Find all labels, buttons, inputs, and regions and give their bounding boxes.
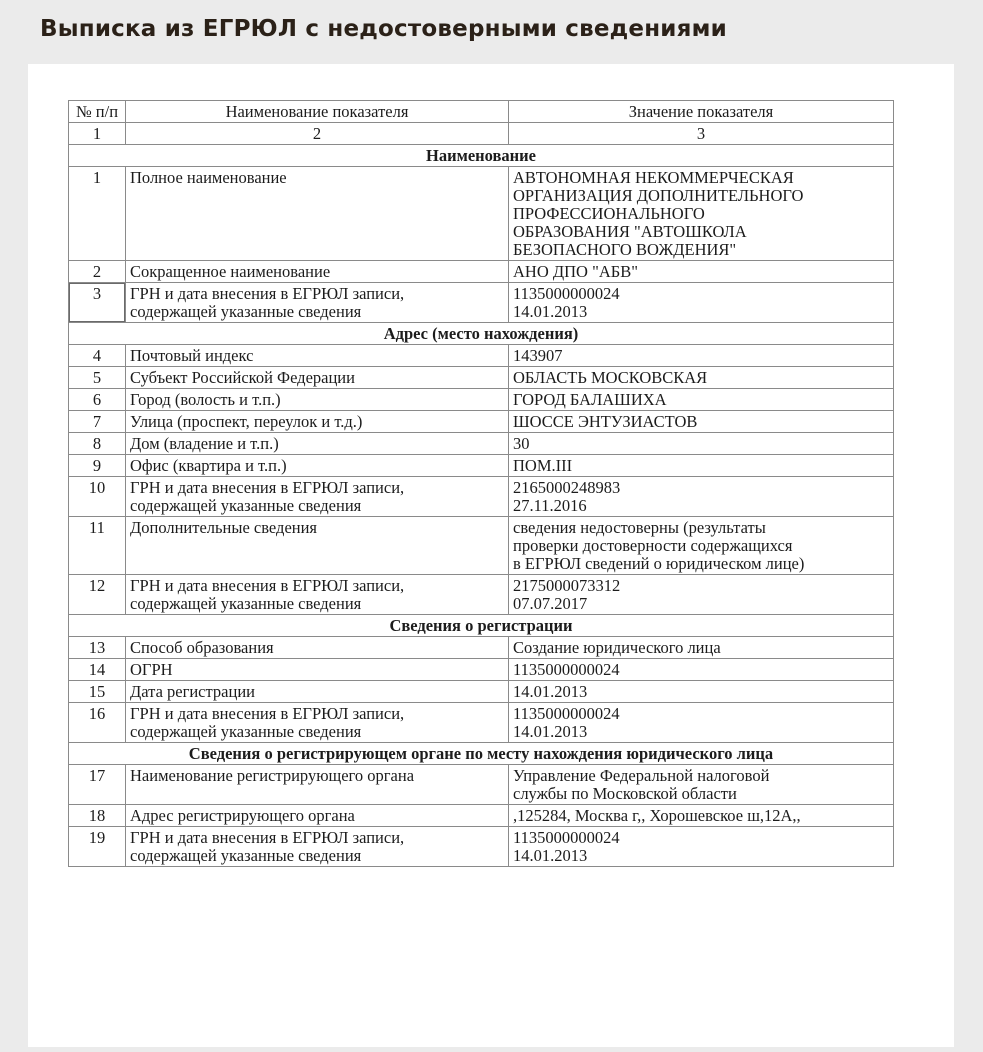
table-row [69, 659, 894, 681]
row-number: 19 [69, 827, 126, 867]
row-number: 15 [69, 681, 126, 703]
column-index-2: 2 [126, 123, 509, 145]
table-row [69, 517, 894, 575]
indicator-value: 14.01.2013 [509, 681, 894, 703]
indicator-value: 1135000000024 14.01.2013 [509, 703, 894, 743]
table-row [69, 455, 894, 477]
indicator-value: ОБЛАСТЬ МОСКОВСКАЯ [509, 367, 894, 389]
header-cell-indicator: Наименование показателя [126, 101, 509, 123]
column-index-1: 1 [69, 123, 126, 145]
column-index-3: 3 [509, 123, 894, 145]
indicator-value: 143907 [509, 345, 894, 367]
indicator-name: Адрес регистрирующего органа [126, 805, 509, 827]
indicator-name: Субъект Российской Федерации [126, 367, 509, 389]
egrul-table [68, 100, 894, 867]
row-number: 2 [69, 261, 126, 283]
table-row [69, 345, 894, 367]
indicator-name: Почтовый индекс [126, 345, 509, 367]
table-row [69, 827, 894, 867]
indicator-name: Полное наименование [126, 167, 509, 261]
table-row [69, 261, 894, 283]
indicator-value: 1135000000024 14.01.2013 [509, 827, 894, 867]
document-sheet [28, 64, 954, 1047]
row-number: 1 [69, 167, 126, 261]
indicator-value: 1135000000024 14.01.2013 [509, 283, 894, 323]
row-number: 16 [69, 703, 126, 743]
indicator-value: АВТОНОМНАЯ НЕКОММЕРЧЕСКАЯ ОРГАНИЗАЦИЯ ДОПОЛНИТЕЛЬНОГО ПРОФЕССИОНАЛЬНОГО ОБРАЗОВАНИЯ "АВТОШКОЛА БЕЗОПАСНОГО ВОЖДЕНИЯ" [509, 167, 894, 261]
indicator-value: Управление Федеральной налоговой службы по Московской области [509, 765, 894, 805]
column-index-row [69, 123, 894, 145]
row-number: 18 [69, 805, 126, 827]
table-row [69, 433, 894, 455]
table-row [69, 411, 894, 433]
indicator-name: Улица (проспект, переулок и т.д.) [126, 411, 509, 433]
table-row [69, 167, 894, 261]
section-row [69, 323, 894, 345]
indicator-name: Город (волость и т.п.) [126, 389, 509, 411]
indicator-name: ГРН и дата внесения в ЕГРЮЛ записи, содержащей указанные сведения [126, 283, 509, 323]
row-number: 7 [69, 411, 126, 433]
indicator-name: Дом (владение и т.п.) [126, 433, 509, 455]
indicator-name: Сокращенное наименование [126, 261, 509, 283]
section-title: Сведения о регистрации [69, 615, 894, 637]
section-title: Сведения о регистрирующем органе по месту нахождения юридического лица [69, 743, 894, 765]
row-number: 6 [69, 389, 126, 411]
table-row [69, 477, 894, 517]
page-title: Выписка из ЕГРЮЛ с недостоверными сведениями [40, 16, 727, 42]
indicator-name: ГРН и дата внесения в ЕГРЮЛ записи, содержащей указанные сведения [126, 827, 509, 867]
indicator-name: Офис (квартира и т.п.) [126, 455, 509, 477]
section-row [69, 145, 894, 167]
row-number: 4 [69, 345, 126, 367]
indicator-value: ГОРОД БАЛАШИХА [509, 389, 894, 411]
indicator-name: Способ образования [126, 637, 509, 659]
indicator-value: ,125284, Москва г,, Хорошевское ш,12А,, [509, 805, 894, 827]
row-number: 11 [69, 517, 126, 575]
indicator-name: Наименование регистрирующего органа [126, 765, 509, 805]
table-row [69, 389, 894, 411]
table-row [69, 765, 894, 805]
indicator-name: Дата регистрации [126, 681, 509, 703]
section-row [69, 743, 894, 765]
indicator-value: 1135000000024 [509, 659, 894, 681]
indicator-value: АНО ДПО "АБВ" [509, 261, 894, 283]
row-number: 14 [69, 659, 126, 681]
row-number: 10 [69, 477, 126, 517]
indicator-name: ОГРН [126, 659, 509, 681]
section-title: Адрес (место нахождения) [69, 323, 894, 345]
indicator-name: Дополнительные сведения [126, 517, 509, 575]
row-number: 3 [69, 283, 126, 323]
row-number: 5 [69, 367, 126, 389]
section-row [69, 615, 894, 637]
indicator-name: ГРН и дата внесения в ЕГРЮЛ записи, содержащей указанные сведения [126, 575, 509, 615]
table-row [69, 681, 894, 703]
row-number: 9 [69, 455, 126, 477]
indicator-name: ГРН и дата внесения в ЕГРЮЛ записи, содержащей указанные сведения [126, 703, 509, 743]
section-title: Наименование [69, 145, 894, 167]
table-row [69, 283, 894, 323]
indicator-name: ГРН и дата внесения в ЕГРЮЛ записи, содержащей указанные сведения [126, 477, 509, 517]
table-row [69, 575, 894, 615]
header-row [69, 101, 894, 123]
table-row [69, 805, 894, 827]
indicator-value: 2165000248983 27.11.2016 [509, 477, 894, 517]
indicator-value: ПОМ.III [509, 455, 894, 477]
table-row [69, 367, 894, 389]
row-number: 13 [69, 637, 126, 659]
row-number: 12 [69, 575, 126, 615]
table-body [69, 101, 894, 867]
indicator-value: 2175000073312 07.07.2017 [509, 575, 894, 615]
header-cell-number: № п/п [69, 101, 126, 123]
header-cell-value: Значение показателя [509, 101, 894, 123]
table-row [69, 637, 894, 659]
indicator-value: 30 [509, 433, 894, 455]
indicator-value: Создание юридического лица [509, 637, 894, 659]
row-number: 8 [69, 433, 126, 455]
indicator-value: сведения недостоверны (результаты проверки достоверности содержащихся в ЕГРЮЛ сведений о юридическом лице) [509, 517, 894, 575]
table-row [69, 703, 894, 743]
row-number: 17 [69, 765, 126, 805]
indicator-value: ШОССЕ ЭНТУЗИАСТОВ [509, 411, 894, 433]
